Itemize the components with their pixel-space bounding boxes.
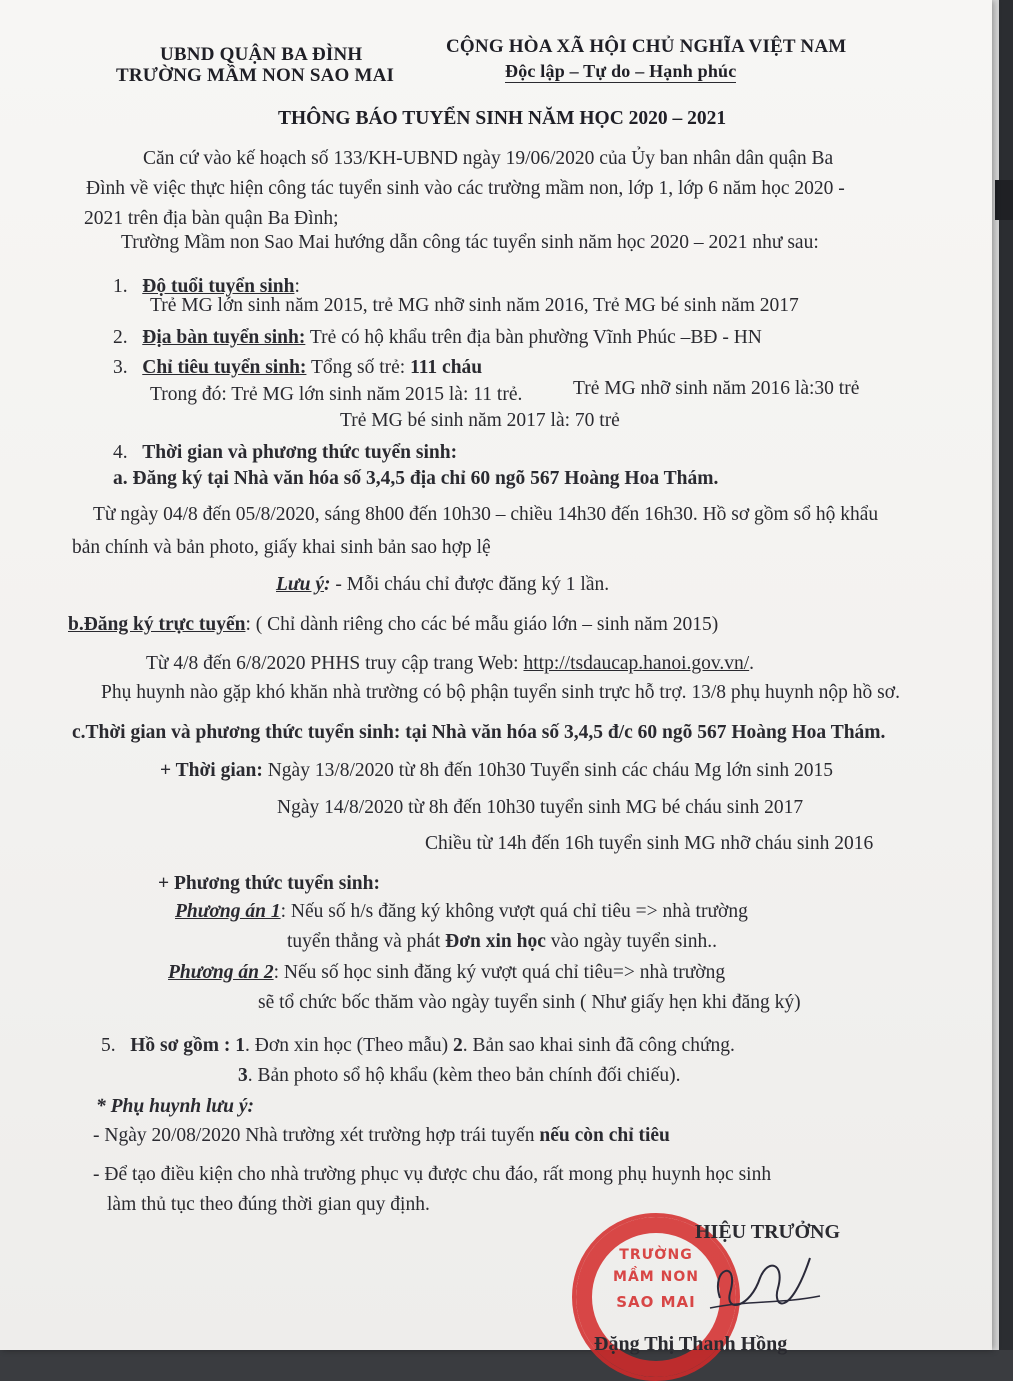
section-4b-title-rest: : ( Chỉ dành riêng cho các bé mẫu giáo lớn – sinh năm 2015): [245, 614, 719, 635]
signature-name: Đặng Thị Thanh Hồng: [594, 1333, 788, 1355]
section-1-number: 1.: [113, 276, 128, 297]
option-1-line2: [287, 931, 717, 953]
option-1-line2c: vào ngày tuyển sinh..: [545, 931, 718, 952]
intro-line3: 2021 trên địa bàn quận Ba Đình;: [84, 208, 339, 229]
header-left-line1: UBND QUẬN BA ĐÌNH: [160, 44, 363, 65]
section-4a-line1: Từ ngày 04/8 đến 05/8/2020, sáng 8h00 đến 10h30 – chiều 14h30 đến 16h30. Hồ sơ gồm sổ hộ khẩu: [93, 504, 879, 525]
header-right-line1: CỘNG HÒA XÃ HỘI CHỦ NGHĨA VIỆT NAM: [446, 36, 847, 57]
option-1-line2a: tuyển thẳng và phát: [287, 931, 446, 952]
section-3-line2b: Trẻ MG nhỡ sinh năm 2016 là:30 trẻ: [573, 378, 860, 399]
option-1-label: Phương án 1: [175, 901, 281, 922]
notes-line3: làm thủ tục theo đúng thời gian quy định.: [107, 1194, 430, 1215]
section-5-n2: 2: [453, 1035, 463, 1056]
time-label: + Thời gian:: [160, 760, 263, 781]
note-colon: :: [323, 574, 331, 595]
time-line2: Ngày 14/8/2020 từ 8h đến 10h30 tuyển sinh MG bé cháu sinh 2017: [277, 797, 804, 818]
section-4b-line2: Phụ huynh nào gặp khó khăn nhà trường có bộ phận tuyển sinh trực hỗ trợ. 13/8 phụ huynh nộp hồ sơ.: [101, 682, 900, 703]
method-label: + Phương thức tuyển sinh:: [158, 873, 380, 894]
notes-heading: * Phụ huynh lưu ý:: [96, 1096, 254, 1117]
header-motto: Độc lập – Tự do – Hạnh phúc: [505, 61, 737, 81]
stamp-line1: TRƯỜNG: [619, 1247, 693, 1263]
stamp-line2: MẦM NON: [613, 1269, 699, 1285]
option-1-line2b: Đơn xin học: [445, 931, 546, 952]
section-4a-line2: bản chính và bản photo, giấy khai sinh bản sao hợp lệ: [72, 537, 491, 558]
time-line3: Chiều từ 14h đến 16h tuyển sinh MG nhỡ cháu sinh 2016: [425, 833, 874, 854]
section-4b-line1: [146, 653, 754, 675]
option-2-line2: sẽ tổ chức bốc thăm vào ngày tuyển sinh ( Như giấy hẹn khi đăng ký): [258, 992, 801, 1013]
registration-link[interactable]: http://tsdaucap.hanoi.gov.vn/: [523, 653, 750, 674]
stamp-line3: SAO MAI: [616, 1293, 696, 1311]
option-2-label: Phương án 2: [168, 962, 274, 983]
section-3-text: Tổng số trẻ:: [306, 357, 411, 378]
section-4-heading: [113, 442, 457, 464]
signature-title: HIỆU TRƯỞNG: [695, 1221, 841, 1243]
section-1-text: Trẻ MG lớn sinh năm 2015, trẻ MG nhỡ sinh năm 2016, Trẻ MG bé sinh năm 2017: [150, 295, 799, 316]
section-4b-line1-end: .: [749, 653, 755, 674]
section-5-text1: . Đơn xin học (Theo mẫu): [245, 1035, 454, 1056]
background-keyboard: [995, 180, 1013, 220]
section-5-text2: . Bản sao khai sinh đã công chứng.: [462, 1035, 735, 1056]
section-2-title: Địa bàn tuyển sinh:: [142, 327, 306, 348]
option-1-text: : Nếu số h/s đăng ký không vượt quá chỉ tiêu => nhà trường: [280, 901, 748, 922]
section-5-line1: [101, 1035, 735, 1057]
section-4a-heading: a. Đăng ký tại Nhà văn hóa số 3,4,5 địa chỉ 60 ngõ 567 Hoàng Hoa Thám.: [113, 468, 719, 489]
section-4-number: 4.: [113, 442, 128, 463]
section-3-line2a: Trong đó: Trẻ MG lớn sinh năm 2015 là: 11 trẻ.: [150, 384, 523, 405]
notes-line1a: - Ngày 20/08/2020 Nhà trường xét trường hợp trái tuyến: [93, 1125, 540, 1146]
section-5-title: Hồ sơ gồm : 1: [130, 1035, 246, 1056]
section-2-number: 2.: [113, 327, 128, 348]
section-2-text: Trẻ có hộ khẩu trên địa bàn phường Vĩnh Phúc –BĐ - HN: [305, 327, 762, 348]
section-1-colon: :: [294, 276, 300, 297]
section-5-number: 5.: [101, 1035, 116, 1056]
section-5-line2: [238, 1065, 680, 1087]
section-4b-title: b.Đăng ký trực tuyến: [68, 614, 246, 635]
handwritten-signature: [690, 1238, 830, 1328]
section-4b-line1-text: Từ 4/8 đến 6/8/2020 PHHS truy cập trang Web:: [146, 653, 524, 674]
section-3-line3: Trẻ MG bé sinh năm 2017 là: 70 trẻ: [340, 410, 620, 431]
option-2-text: : Nếu số học sinh đăng ký vượt quá chỉ tiêu=> nhà trường: [273, 962, 726, 983]
option-2-line1: [168, 962, 725, 984]
intro-line2: Đình về việc thực hiện công tác tuyển sinh vào các trường mầm non, lớp 1, lớp 6 năm học 2020 -: [86, 178, 845, 199]
page-title: THÔNG BÁO TUYỂN SINH NĂM HỌC 2020 – 2021: [278, 108, 727, 129]
section-3-total: 111 cháu: [410, 357, 483, 378]
intro-line4: Trường Mầm non Sao Mai hướng dẫn công tác tuyển sinh năm học 2020 – 2021 như sau:: [121, 232, 819, 253]
note-line: [276, 574, 609, 596]
section-1-title: Độ tuổi tuyển sinh: [142, 276, 295, 297]
time-line1: [160, 760, 833, 782]
section-3-title: Chỉ tiêu tuyển sinh:: [142, 357, 307, 378]
section-4c-heading: c.Thời gian và phương thức tuyển sinh: tại Nhà văn hóa số 3,4,5 đ/c 60 ngõ 567 Hoàng Hoa Thám.: [72, 722, 886, 743]
section-5-n3: 3: [238, 1065, 248, 1086]
section-4b-heading: [68, 614, 718, 636]
intro-line1: Căn cứ vào kế hoạch số 133/KH-UBND ngày 19/06/2020 của Ủy ban nhân dân quận Ba: [143, 148, 834, 169]
notes-line1b: nếu còn chỉ tiêu: [539, 1125, 670, 1146]
section-5-text3: . Bản photo sổ hộ khẩu (kèm theo bản chính đối chiếu).: [247, 1065, 681, 1086]
option-1-line1: [175, 901, 748, 923]
section-3-number: 3.: [113, 357, 128, 378]
note-text: - Mỗi cháu chỉ được đăng ký 1 lần.: [330, 574, 610, 595]
notes-line2: - Để tạo điều kiện cho nhà trường phục vụ được chu đáo, rất mong phụ huynh học sinh: [93, 1164, 772, 1185]
header-left-line2: TRƯỜNG MẦM NON SAO MAI: [116, 65, 395, 86]
note-label: Lưu ý: [276, 574, 324, 595]
section-3: [113, 357, 482, 379]
section-4-title: Thời gian và phương thức tuyển sinh:: [142, 442, 458, 463]
section-2: [113, 327, 762, 349]
time-line1-text: Ngày 13/8/2020 từ 8h đến 10h30 Tuyển sinh các cháu Mg lớn sinh 2015: [262, 760, 833, 781]
notes-line1: [93, 1125, 670, 1147]
